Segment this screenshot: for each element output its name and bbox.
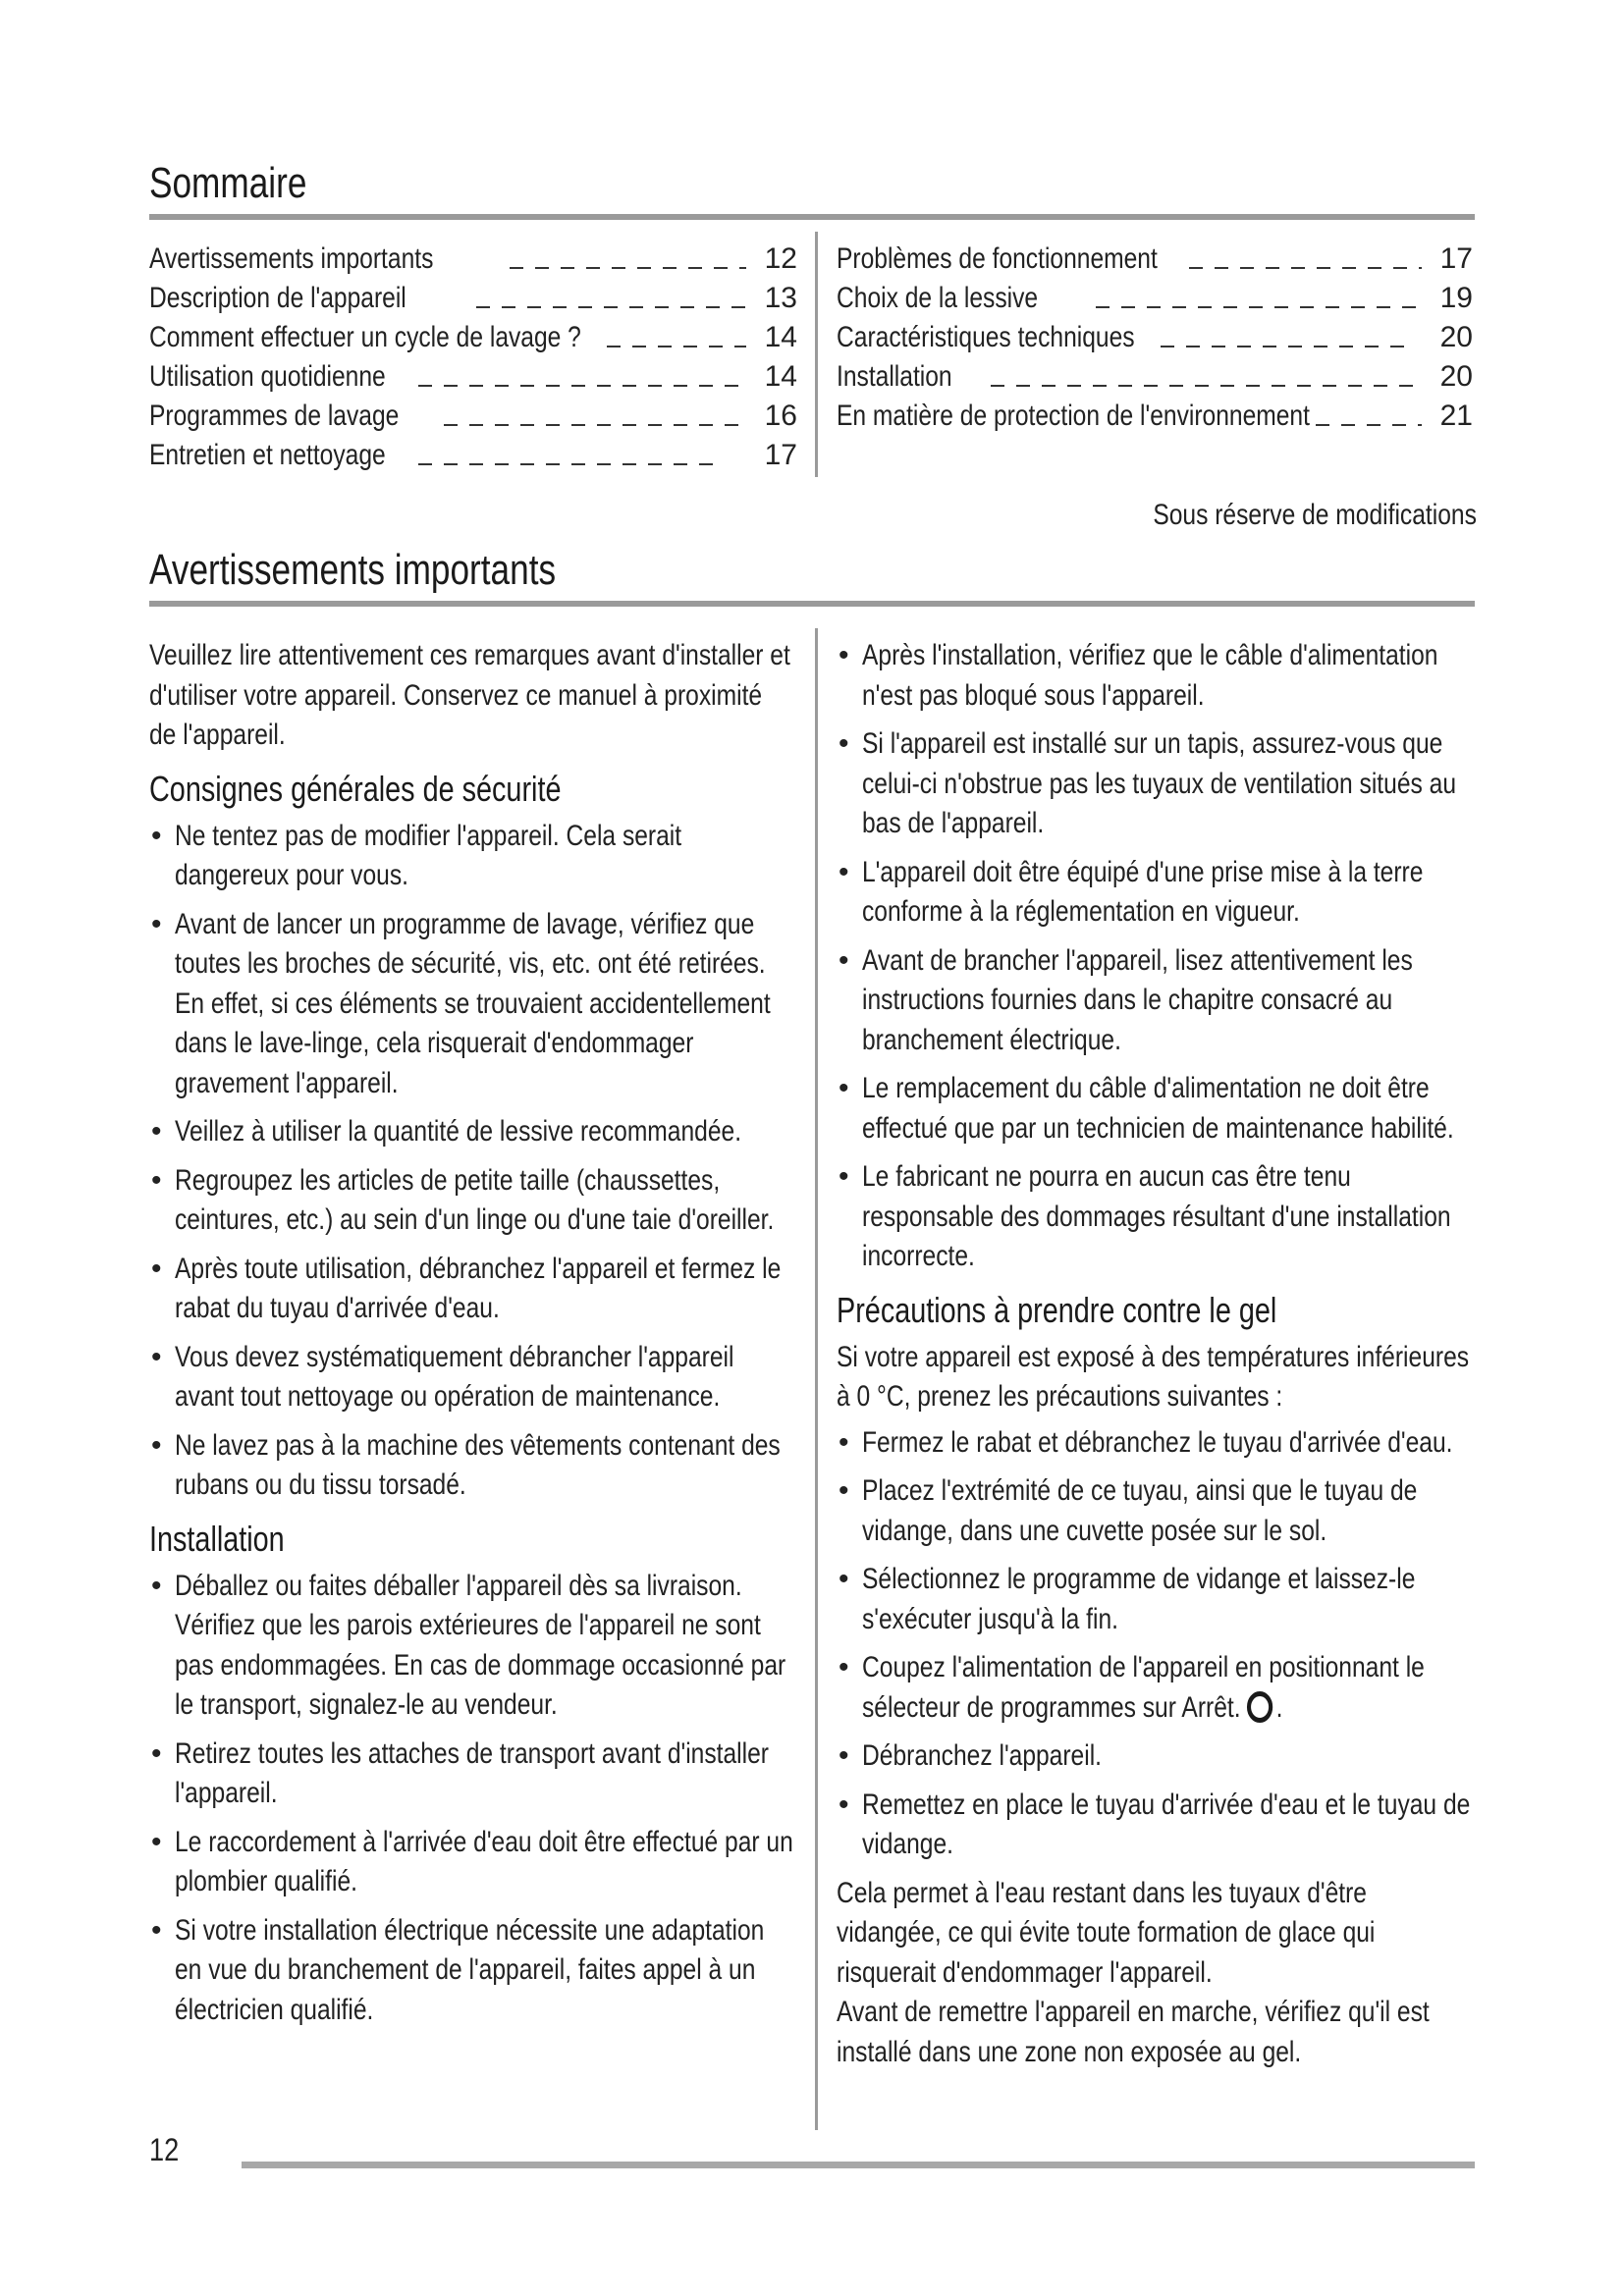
- list-item: • Sélectionnez le programme de vidange et laissez-le s'exécuter jusqu'à la fin.: [837, 1560, 1477, 1639]
- list-item: • Remettez en place le tuyau d'arrivée d'eau et le tuyau de vidange.: [837, 1786, 1477, 1865]
- list-item: • Veillez à utiliser la quantité de lessive recommandée.: [149, 1112, 795, 1152]
- list-item: • Si l'appareil est installé sur un tapis, assurez-vous que celui-ci n'obstrue pas les tuyaux de ventilation situés au bas de l'appareil.: [837, 724, 1477, 844]
- reserve-note: Sous réserve de modifications: [1153, 499, 1477, 531]
- list-item: • Débranchez l'appareil.: [837, 1736, 1477, 1777]
- toc-row[interactable]: Entretien et nettoyage 17: [149, 439, 797, 471]
- list-item: • Ne lavez pas à la machine des vêtements contenant des rubans ou du tissu torsadé.: [149, 1426, 795, 1506]
- list-item: • Après toute utilisation, débranchez l'appareil et fermez le rabat du tuyau d'arrivée d'eau.: [149, 1250, 795, 1329]
- off-position-icon: [1247, 1691, 1272, 1723]
- list-item: • Le fabricant ne pourra en aucun cas être tenu responsable des dommages résultant d'une installation incorrecte.: [837, 1157, 1477, 1277]
- securite-heading: Consignes générales de sécurité: [149, 768, 562, 809]
- footer-rule: [242, 2162, 1475, 2168]
- body-divider: [815, 628, 818, 2130]
- toc-row[interactable]: Comment effectuer un cycle de lavage ? 14: [149, 321, 797, 353]
- toc-row[interactable]: Problèmes de fonctionnement 17: [837, 242, 1473, 275]
- list-item: • Fermez le rabat et débranchez le tuyau d'arrivée d'eau.: [837, 1423, 1477, 1464]
- list-item: • Déballez ou faites déballer l'appareil dès sa livraison. Vérifiez que les parois extérieures de l'appareil ne sont pas endommagées. En cas de dommage occasionné par le transport, signalez-le au vendeur.: [149, 1567, 795, 1726]
- list-item: • Avant de brancher l'appareil, lisez attentivement les instructions fournies dans le chapitre consacré au branchement électrique.: [837, 941, 1477, 1061]
- right-column: [837, 636, 1477, 2078]
- list-item: • Placez l'extrémité de ce tuyau, ainsi que le tuyau de vidange, dans une cuvette posée sur le sol.: [837, 1471, 1477, 1551]
- left-column: [149, 636, 795, 2039]
- toc-row[interactable]: Caractéristiques techniques 20: [837, 321, 1473, 353]
- sommaire-rule: [149, 214, 1475, 220]
- list-item: • Vous devez systématiquement débrancher l'appareil avant tout nettoyage ou opération de maintenance.: [149, 1338, 795, 1417]
- list-item: • Coupez l'alimentation de l'appareil en positionnant le sélecteur de programmes sur Arrêt. .: [837, 1648, 1477, 1728]
- gel-intro: Si votre appareil est exposé à des températures inférieures à 0 °C, prenez les précautions suivantes :: [837, 1340, 1470, 1413]
- list-item: • L'appareil doit être équipé d'une prise mise à la terre conforme à la réglementation en vigueur.: [837, 853, 1477, 933]
- toc-row[interactable]: En matière de protection de l'environnement 21: [837, 400, 1473, 432]
- list-item: • Regroupez les articles de petite taille (chaussettes, ceintures, etc.) au sein d'un linge ou d'une taie d'oreiller.: [149, 1161, 795, 1241]
- toc-row[interactable]: Description de l'appareil 13: [149, 282, 797, 314]
- gel-outro-1: Cela permet à l'eau restant dans les tuyaux d'être vidangée, ce qui évite toute formation de glace qui risquerait d'endommager l'appareil.: [837, 1876, 1376, 1989]
- toc-row[interactable]: Avertissements importants 12: [149, 242, 797, 275]
- gel-heading: Précautions à prendre contre le gel: [837, 1289, 1277, 1330]
- installation-list: [149, 1567, 795, 2031]
- toc-row[interactable]: Utilisation quotidienne 14: [149, 360, 797, 393]
- avertissements-title: Avertissements importants: [149, 546, 557, 594]
- gel-outro-2: Avant de remettre l'appareil en marche, vérifiez qu'il est installé dans une zone non exposée au gel.: [837, 1996, 1430, 2068]
- toc-row[interactable]: Programmes de lavage 16: [149, 400, 797, 432]
- toc-row[interactable]: Choix de la lessive 19: [837, 282, 1473, 314]
- list-item: • Retirez toutes les attaches de transport avant d'installer l'appareil.: [149, 1735, 795, 1814]
- securite-list: [149, 817, 795, 1506]
- list-item: • Si votre installation électrique nécessite une adaptation en vue du branchement de l'appareil, faites appel à un électricien qualifié.: [149, 1911, 795, 2031]
- list-item: • Le raccordement à l'arrivée d'eau doit être effectué par un plombier qualifié.: [149, 1823, 795, 1902]
- toc-divider: [815, 232, 818, 477]
- list-item: • Après l'installation, vérifiez que le câble d'alimentation n'est pas bloqué sous l'appareil.: [837, 636, 1477, 716]
- toc-left-column: [149, 240, 797, 475]
- list-item: • Avant de lancer un programme de lavage, vérifiez que toutes les broches de sécurité, vis, etc. ont été retirées. En effet, si ces éléments se trouvaient accidentellement dans le lave-linge, cela risquerait d'endommager gravement l'appareil.: [149, 905, 795, 1104]
- list-item: • Ne tentez pas de modifier l'appareil. Cela serait dangereux pour vous.: [149, 817, 795, 896]
- intro-paragraph: Veuillez lire attentivement ces remarques avant d'installer et d'utiliser votre appareil. Conservez ce manuel à proximité de l'appareil.: [149, 639, 790, 751]
- list-item: • Le remplacement du câble d'alimentation ne doit être effectué que par un technicien de maintenance habilité.: [837, 1069, 1477, 1148]
- toc-right-column: [837, 240, 1473, 436]
- toc-row[interactable]: Installation 20: [837, 360, 1473, 393]
- installation-heading: Installation: [149, 1518, 285, 1559]
- page-number: 12: [149, 2132, 180, 2167]
- sommaire-title: Sommaire: [149, 159, 307, 207]
- gel-list: [837, 1423, 1477, 1865]
- installation-list-continued: [837, 636, 1477, 1277]
- avertissements-rule: [149, 601, 1475, 607]
